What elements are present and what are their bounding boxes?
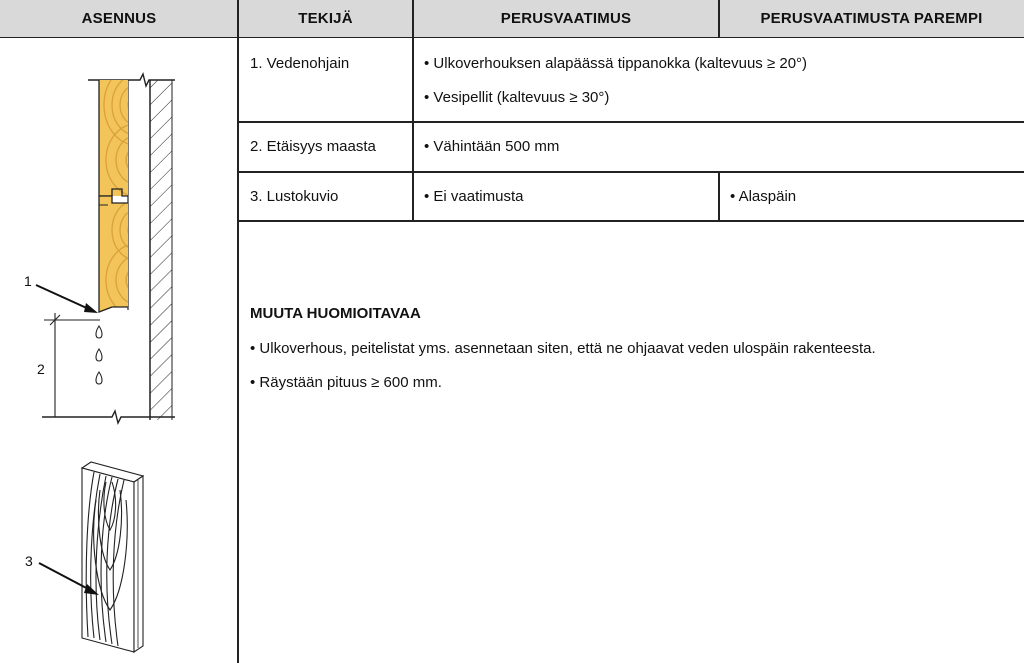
divider-col-2	[412, 0, 414, 221]
factor-water-guide: 1. Vedenohjain	[250, 55, 350, 72]
water-drops	[96, 326, 102, 384]
basic-no-requirement: • Ei vaatimusta	[424, 188, 524, 205]
basic-min-distance: • Vähintään 500 mm	[424, 138, 560, 155]
divider-col-3	[718, 0, 720, 38]
distance-dimension	[44, 313, 100, 417]
installation-drawing	[0, 38, 236, 663]
notes-heading: MUUTA HUOMIOITAVAA	[250, 305, 421, 322]
better-downwards: • Alaspäin	[730, 188, 797, 205]
note-item-1: • Ulkoverhous, peitelistat yms. asennetaan siten, että ne ohjaavat veden ulospäin rakenteesta.	[250, 340, 876, 357]
header-installation: ASENNUS	[0, 0, 238, 38]
header-basic-requirement: PERUSVAATIMUS	[413, 0, 719, 38]
basic-drip-edge: • Ulkoverhouksen alapäässä tippanokka (kaltevuus ≥ 20°)	[424, 55, 808, 72]
note-item-2: • Räystään pituus ≥ 600 mm.	[250, 374, 442, 391]
factor-grain-pattern: 3. Lustokuvio	[250, 188, 339, 205]
basic-flashing: • Vesipellit (kaltevuus ≥ 30°)	[424, 89, 610, 106]
figure-label-1: 1	[24, 273, 32, 289]
divider-col-1	[237, 0, 239, 663]
header-better-requirement: PERUSVAATIMUSTA PAREMPI	[719, 0, 1024, 38]
board-grain-drawing	[82, 462, 143, 652]
divider-row-3	[238, 220, 1024, 222]
figure-label-2: 2	[37, 361, 45, 377]
divider-col-3-row3	[718, 172, 720, 221]
divider-row-2	[238, 171, 1024, 173]
figure-label-3: 3	[25, 553, 33, 569]
divider-row-1	[238, 121, 1024, 123]
arrow-pointer-1	[36, 285, 98, 313]
header-factor: TEKIJÄ	[238, 0, 413, 38]
factor-ground-distance: 2. Etäisyys maasta	[250, 138, 376, 155]
wall-section	[150, 80, 172, 420]
